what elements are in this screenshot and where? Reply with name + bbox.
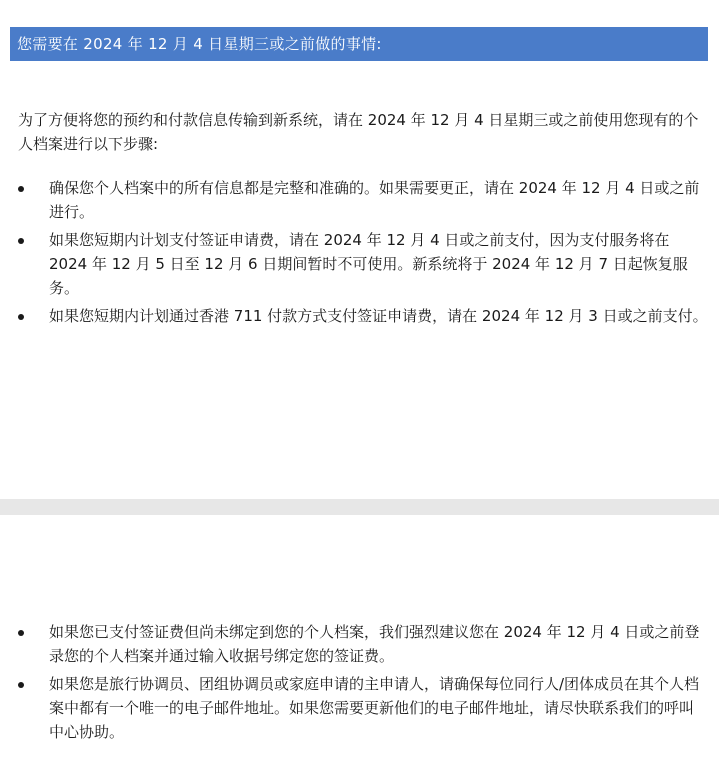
list-item-text: 如果您是旅行协调员、团组协调员或家庭申请的主申请人，请确保每位同行人/团体成员在其个人档案中都有一个唯一的电子邮件地址。如果您需要更新他们的电子邮件地址，请尽快联系我们的呼叫中心协助。 <box>49 675 700 741</box>
list-item <box>18 620 708 668</box>
list-item-text: 如果您已支付签证费但尚未绑定到您的个人档案，我们强烈建议您在 2024 年 12 月 4 日或之前登录您的个人档案并通过输入收据号绑定您的签证费。 <box>49 623 700 665</box>
top-strip <box>0 0 719 26</box>
list-item-text: 如果您短期内计划支付签证申请费，请在 2024 年 12 月 4 日或之前支付，因为支付服务将在 2024 年 12 月 5 日至 12 月 6 日期间暂时不可使用。新系统将于 2024 年 12 月 7 日起恢复服务。 <box>49 231 688 297</box>
list-item <box>18 176 708 224</box>
document-page-1 <box>0 62 719 499</box>
bullet-icon <box>18 238 24 244</box>
bullet-icon <box>18 314 24 320</box>
bullet-icon <box>18 630 24 636</box>
intro-paragraph: 为了方便将您的预约和付款信息传输到新系统，请在 2024 年 12 月 4 日星期三或之前使用您现有的个人档案进行以下步骤: <box>18 111 699 153</box>
page-separator <box>0 499 719 515</box>
list-item <box>18 228 708 300</box>
list-item-text: 确保您个人档案中的所有信息都是完整和准确的。如果需要更正，请在 2024 年 12 月 4 日或之前进行。 <box>49 179 700 221</box>
list-item-text: 如果您短期内计划通过香港 711 付款方式支付签证申请费，请在 2024 年 12 月 3 日或之前支付。 <box>49 307 708 325</box>
document-page-2 <box>0 515 719 764</box>
section-header <box>10 27 708 61</box>
bullet-list-page-1 <box>18 176 708 332</box>
bullet-icon <box>18 682 24 688</box>
list-item <box>18 304 708 328</box>
list-item <box>18 672 708 744</box>
bullet-list-page-2 <box>18 620 708 748</box>
section-header-title: 您需要在 2024 年 12 月 4 日星期三或之前做的事情: <box>17 35 382 53</box>
bullet-icon <box>18 186 24 192</box>
